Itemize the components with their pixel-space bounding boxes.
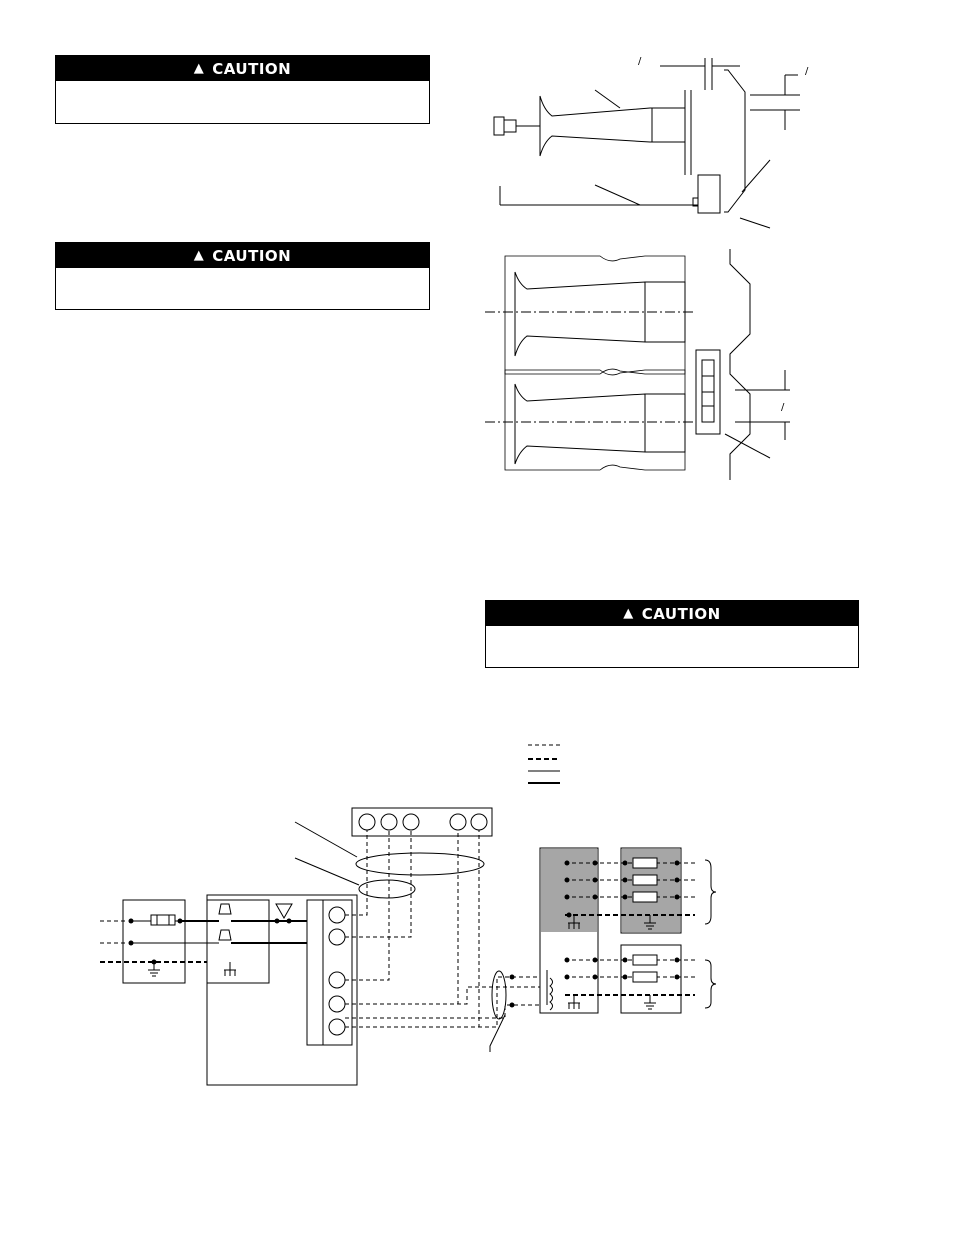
caution-box-1 bbox=[55, 55, 430, 124]
wiring-diagram bbox=[95, 800, 725, 1100]
line-legend bbox=[528, 740, 568, 786]
warning-triangle-icon: ▲ bbox=[193, 248, 205, 263]
caution-header bbox=[486, 601, 858, 626]
slash-mark: / bbox=[638, 56, 642, 67]
burner-side-view-diagram bbox=[480, 50, 810, 235]
slash-mark: / bbox=[781, 402, 785, 413]
caution-label: CAUTION bbox=[641, 604, 721, 623]
shaded-control-block bbox=[541, 849, 597, 932]
caution-box-3 bbox=[485, 600, 859, 668]
warning-triangle-icon: ▲ bbox=[193, 61, 205, 76]
burner-top-view-diagram bbox=[485, 244, 805, 484]
caution-label: CAUTION bbox=[212, 59, 292, 78]
caution-label: CAUTION bbox=[212, 246, 292, 265]
slash-mark: / bbox=[805, 66, 809, 77]
caution-header bbox=[56, 56, 429, 81]
caution-box-2 bbox=[55, 242, 430, 310]
caution-header bbox=[56, 243, 429, 268]
warning-triangle-icon: ▲ bbox=[623, 606, 634, 621]
